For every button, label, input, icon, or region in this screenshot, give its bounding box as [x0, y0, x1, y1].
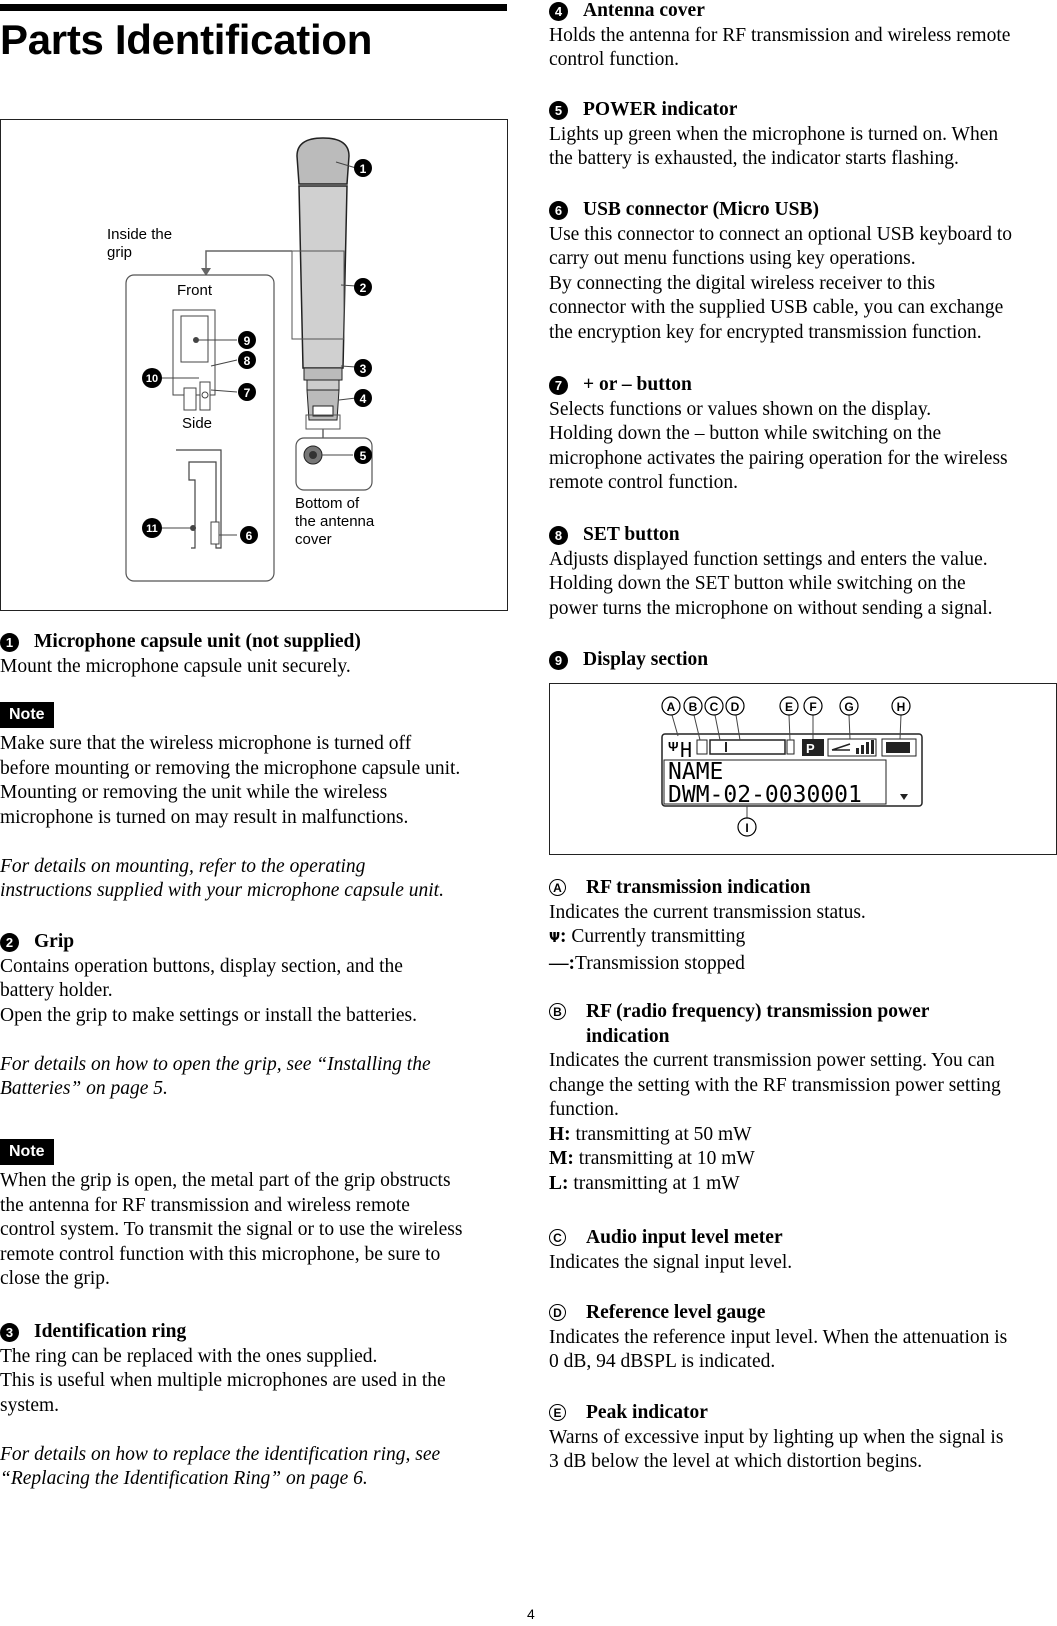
label-front: Front	[177, 282, 213, 299]
callout-3	[354, 359, 372, 377]
callout-f	[804, 697, 822, 715]
item-body-line: Use this connector to connect an optional USB keyboard to	[549, 223, 1013, 245]
item-letter-badge: C	[549, 1229, 566, 1246]
callout-e	[780, 697, 798, 715]
item-title: RF transmission indication	[586, 877, 811, 898]
rf-level-value: H	[680, 738, 693, 762]
reference-line: For details on how to replace the identification ring, see	[0, 1443, 441, 1465]
item-body-line: Open the grip to make settings or install the batteries.	[0, 1004, 417, 1026]
item-title: Reference level gauge	[586, 1302, 766, 1323]
item-body-line: Contains operation buttons, display section, and the	[0, 955, 403, 977]
callout-c	[705, 697, 723, 715]
item-plus-minus-button	[549, 373, 1057, 496]
svg-text:4: 4	[359, 392, 367, 406]
item-body-line: carry out menu functions using key operations.	[549, 248, 916, 269]
item-number-badge: 4	[549, 2, 568, 21]
svg-text:F: F	[809, 700, 817, 714]
note-grip-open	[0, 1139, 508, 1292]
item-microphone-capsule	[0, 630, 508, 679]
item-number-badge: 2	[0, 933, 19, 952]
svg-text:11: 11	[146, 523, 158, 535]
antenna-icon: Ψ	[668, 739, 679, 754]
callout-7	[238, 383, 256, 401]
callout-8	[238, 351, 256, 369]
callout-11	[142, 518, 162, 538]
item-body: Mount the microphone capsule unit securely.	[0, 655, 351, 677]
svg-text:G: G	[844, 700, 854, 714]
item-title: USB connector (Micro USB)	[583, 199, 819, 220]
item-number-badge: 7	[549, 376, 568, 395]
item-title: Audio input level meter	[586, 1227, 783, 1248]
note-line: microphone is turned on may result in malfunctions.	[0, 806, 409, 828]
item-title: RF (radio frequency) transmission power	[586, 1001, 930, 1022]
power-level-h: H: transmitting at 50 mW	[549, 1123, 752, 1145]
svg-text:2: 2	[359, 281, 367, 295]
item-number-badge: 3	[0, 1323, 19, 1342]
callout-4	[354, 389, 372, 407]
item-set-button	[549, 523, 1057, 621]
display-line-1: NAME	[668, 759, 724, 785]
page-number: 4	[527, 1606, 535, 1622]
item-body-line: Holding down the – button while switching on the	[549, 423, 942, 444]
note-line: close the grip.	[0, 1268, 110, 1289]
reference-line: For details on how to open the grip, see “Installing the	[0, 1053, 431, 1075]
item-body-line: 0 dB, 94 dBSPL is indicated.	[549, 1351, 776, 1372]
item-body-line: function.	[549, 1099, 619, 1120]
item-body-line: Selects functions or values shown on the display.	[549, 398, 932, 420]
svg-text:3: 3	[359, 362, 367, 376]
callout-b	[684, 697, 702, 715]
item-body-line: Indicates the signal input level.	[549, 1251, 793, 1273]
microphone-parts-figure	[0, 119, 508, 611]
item-body-line: Adjusts displayed function settings and enters the value.	[549, 548, 988, 570]
label-inside-grip-1: Inside the	[107, 226, 173, 243]
item-power-indicator	[549, 98, 1057, 172]
item-letter-badge: B	[549, 1003, 566, 1020]
item-title: SET button	[583, 524, 680, 545]
note-line: Mounting or removing the unit while the wireless	[0, 782, 388, 803]
item-title: POWER indicator	[583, 99, 738, 120]
page-title: Parts Identification	[0, 16, 373, 63]
item-title: Peak indicator	[586, 1402, 708, 1423]
callout-d	[726, 697, 744, 715]
item-body-line: the encryption key for encrypted transmission function.	[549, 321, 982, 343]
svg-text:C: C	[709, 700, 719, 714]
item-body-line: battery holder.	[0, 980, 113, 1001]
power-level-l: L: transmitting at 1 mW	[549, 1172, 740, 1194]
item-body-line: Warns of excessive input by lighting up when the signal is	[549, 1426, 1004, 1448]
note-line: Make sure that the wireless microphone is turned off	[0, 733, 412, 754]
svg-text:D: D	[730, 700, 740, 714]
antenna-icon: Ψ	[549, 931, 561, 946]
reference-line: For details on mounting, refer to the operating	[0, 855, 366, 877]
status-stopped: —:Transmission stopped	[549, 952, 745, 974]
item-reference-level-gauge	[549, 1301, 1057, 1375]
item-letter-badge: A	[549, 879, 566, 896]
item-body-line: remote control function.	[549, 472, 738, 493]
item-letter-badge: E	[549, 1404, 566, 1421]
note-line: remote control function with this microphone, be sure to	[0, 1243, 441, 1265]
callout-2	[354, 278, 372, 296]
callout-i	[738, 818, 756, 836]
item-body-line: the battery is exhausted, the indicator starts flashing.	[549, 148, 959, 169]
item-title: Grip	[34, 931, 75, 952]
item-number-badge: 9	[549, 651, 568, 670]
item-title: Microphone capsule unit (not supplied)	[34, 631, 361, 652]
item-audio-input-level-meter	[549, 1226, 1057, 1275]
status-transmitting: Ψ: Currently transmitting	[549, 926, 746, 947]
item-body-line: Indicates the current transmission power setting. You can	[549, 1050, 995, 1071]
item-body-line: power turns the microphone on without sending a signal.	[549, 597, 993, 619]
item-body-line: The ring can be replaced with the ones supplied.	[0, 1345, 378, 1367]
reference-line: Batteries” on page 5.	[0, 1078, 168, 1099]
item-body-line: Indicates the reference input level. When the attenuation is	[549, 1326, 1008, 1348]
item-number-badge: 6	[549, 201, 568, 220]
p-icon: P	[806, 741, 815, 756]
note-label: Note	[0, 702, 54, 728]
svg-text:9: 9	[243, 334, 251, 348]
note-label: Note	[0, 1139, 54, 1165]
callout-5	[354, 446, 372, 464]
microphone-diagram	[1, 120, 507, 610]
svg-text:H: H	[896, 700, 906, 714]
display-line-2: DWM-02-0030001	[668, 782, 862, 808]
item-usb-connector	[549, 198, 1057, 345]
item-body-line: Holding down the SET button while switching on the	[549, 573, 966, 594]
note-mounting	[0, 702, 508, 904]
item-number-badge: 8	[549, 526, 568, 545]
svg-text:I: I	[745, 821, 749, 835]
item-rf-transmission-indication	[549, 876, 1057, 976]
svg-text:5: 5	[359, 449, 367, 463]
callout-h	[892, 697, 910, 715]
item-number-badge: 1	[0, 633, 19, 652]
item-body-line: microphone activates the pairing operation for the wireless	[549, 447, 1008, 469]
svg-text:10: 10	[145, 373, 159, 385]
item-antenna-cover	[549, 0, 1057, 73]
label-bottom-3: cover	[295, 531, 332, 548]
item-body-line: This is useful when multiple microphones are used in the	[0, 1370, 446, 1391]
title-rule	[0, 4, 507, 11]
item-body-line: Indicates the current transmission status.	[549, 901, 866, 923]
label-bottom-1: Bottom of	[295, 495, 360, 512]
item-rf-power-indication	[549, 1000, 1057, 1196]
item-title: + or – button	[583, 374, 692, 395]
power-level-m: M: transmitting at 10 mW	[549, 1148, 755, 1169]
label-inside-grip-2: grip	[107, 244, 133, 261]
svg-text:B: B	[688, 700, 698, 714]
svg-text:6: 6	[245, 529, 253, 543]
callout-6	[240, 526, 258, 544]
note-line: When the grip is open, the metal part of the grip obstructs	[0, 1170, 451, 1191]
item-title: Display section	[583, 649, 709, 670]
svg-text:A: A	[666, 700, 676, 714]
item-peak-indicator	[549, 1401, 1057, 1475]
item-body-line: change the setting with the RF transmission power setting	[549, 1074, 1001, 1096]
item-letter-badge: D	[549, 1304, 566, 1321]
reference-line: “Replacing the Identification Ring” on page 6.	[0, 1468, 368, 1489]
label-bottom-2: the antenna	[295, 513, 375, 530]
item-body-line: Lights up green when the microphone is turned on. When	[549, 123, 999, 145]
svg-text:8: 8	[243, 354, 251, 368]
note-line: control system. To transmit the signal or to use the wireless	[0, 1219, 463, 1240]
item-body-line: 3 dB below the level at which distortion begins.	[549, 1451, 923, 1472]
note-line: the antenna for RF transmission and wireless remote	[0, 1194, 410, 1216]
item-grip	[0, 930, 508, 1102]
label-side: Side	[182, 415, 213, 432]
lcd-display-diagram	[550, 684, 1056, 854]
callout-a	[662, 697, 680, 715]
display-figure	[549, 683, 1057, 855]
item-number-badge: 5	[549, 101, 568, 120]
svg-text:7: 7	[243, 386, 251, 400]
item-body-line: control function.	[549, 49, 679, 70]
callout-9	[238, 331, 256, 349]
item-body-line: connector with the supplied USB cable, you can exchange	[549, 297, 1004, 318]
callout-g	[840, 697, 858, 715]
item-body-line: Holds the antenna for RF transmission and wireless remote	[549, 24, 1011, 46]
item-body-line: By connecting the digital wireless receiver to this	[549, 272, 936, 294]
item-title-cont: indication	[586, 1025, 670, 1047]
svg-text:1: 1	[359, 162, 367, 176]
callout-1	[354, 159, 372, 177]
reference-line: instructions supplied with your microphone capsule unit.	[0, 880, 444, 901]
item-identification-ring	[0, 1320, 508, 1492]
callout-10	[142, 368, 162, 388]
item-display-section	[549, 648, 1057, 673]
item-title: Identification ring	[34, 1321, 187, 1342]
item-body-line: system.	[0, 1394, 60, 1416]
item-title: Antenna cover	[583, 0, 705, 21]
note-line: before mounting or removing the microphone capsule unit.	[0, 757, 461, 779]
svg-text:E: E	[784, 700, 794, 714]
